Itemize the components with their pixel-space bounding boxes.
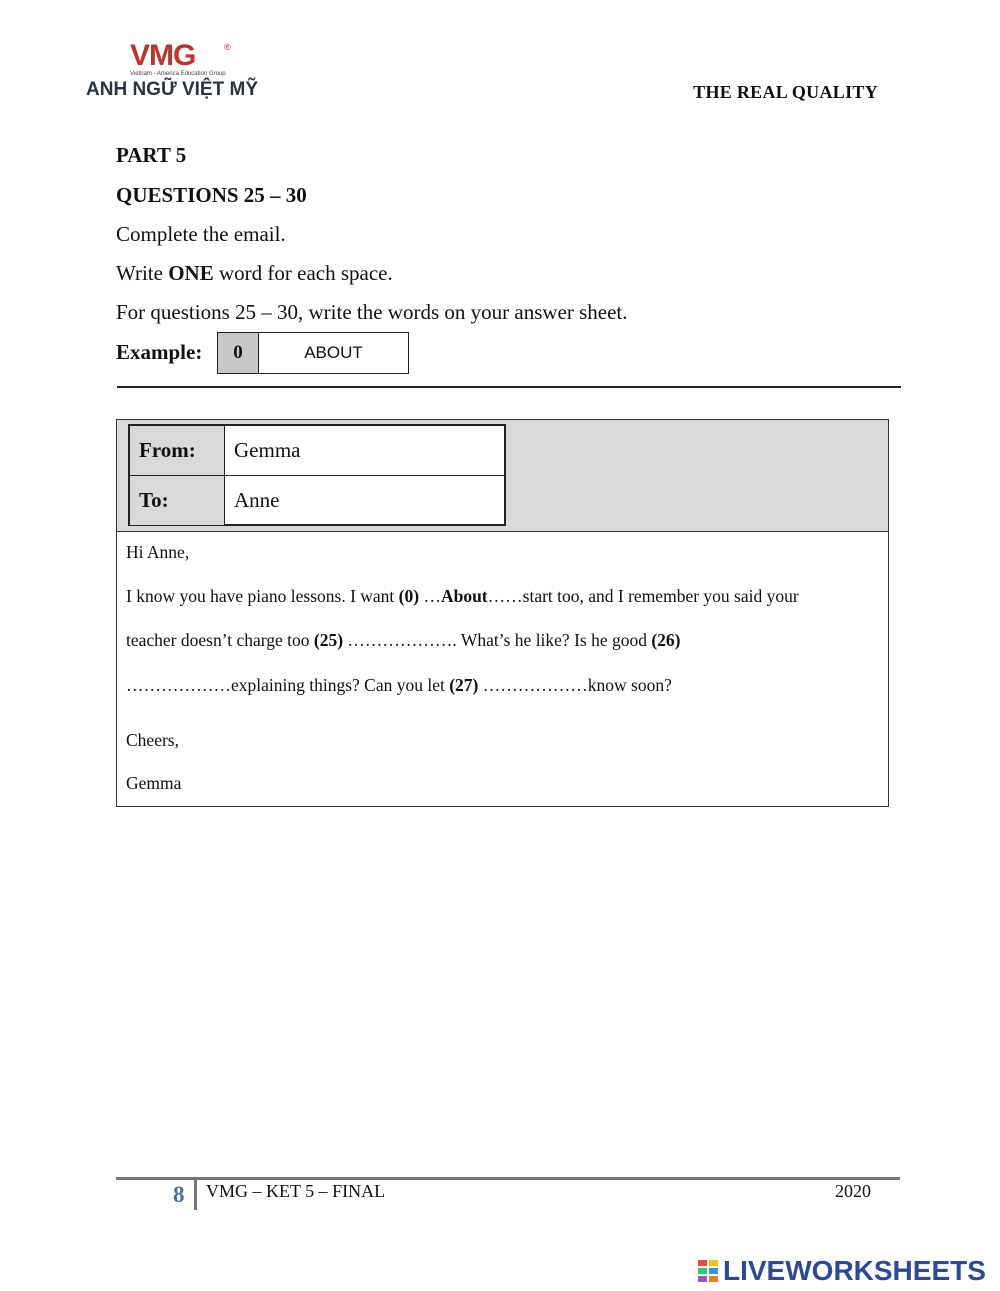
question-number: (26) <box>651 630 681 650</box>
instruction-answer-sheet: For questions 25 – 30, write the words on your answer sheet. <box>116 300 628 324</box>
body-text: … <box>419 586 441 606</box>
email-card <box>116 419 889 807</box>
email-body-line <box>126 630 681 651</box>
example-number: 0 <box>218 333 259 373</box>
email-signature: Gemma <box>126 773 182 793</box>
questions-heading: QUESTIONS 25 – 30 <box>116 183 307 207</box>
logo-tile <box>697 1275 708 1283</box>
email-header <box>117 420 888 532</box>
body-text: ………………explaining things? Can you let <box>126 675 450 695</box>
body-text: teacher doesn’t charge too <box>126 630 314 650</box>
to-label: To: <box>130 476 225 525</box>
footer-divider <box>116 1177 900 1180</box>
logo-tile <box>708 1259 719 1267</box>
example-answer: ABOUT <box>304 343 363 362</box>
question-number: (0) <box>398 586 420 606</box>
email-greeting: Hi Anne, <box>126 542 190 562</box>
from-row <box>130 426 504 476</box>
part-heading: PART 5 <box>116 143 187 167</box>
to-value: Anne <box>234 488 280 512</box>
logo-tile <box>697 1267 708 1275</box>
body-text: I know you have piano lessons. I want <box>126 586 399 606</box>
logo-tile <box>697 1259 708 1267</box>
example-gap-answer: About <box>440 586 488 606</box>
body-text: ………………know soon? <box>478 675 672 695</box>
logo-brand: VMG <box>130 39 196 72</box>
instruction-text: word for each space. <box>213 261 393 285</box>
page-number: 8 <box>173 1182 185 1207</box>
instruction-complete: Complete the email. <box>116 222 286 246</box>
email-body-line <box>126 675 672 696</box>
footer-year: 2020 <box>835 1181 871 1201</box>
vmg-logo <box>86 40 276 104</box>
email-header-table <box>128 424 506 526</box>
from-value: Gemma <box>234 438 301 462</box>
logo-tile <box>708 1275 719 1283</box>
logo-subtitle: Vietnam - America Education Group <box>130 71 226 77</box>
body-text: ……start too, and I remember you said your <box>487 586 799 606</box>
liveworksheets-logo-icon <box>697 1259 719 1283</box>
logo-registered-mark: ® <box>224 42 231 52</box>
email-closing: Cheers, <box>126 730 179 750</box>
liveworksheets-watermark <box>697 1254 986 1288</box>
liveworksheets-text: LIVEWORKSHEETS <box>723 1255 986 1286</box>
email-body-line <box>126 586 799 607</box>
from-label: From: <box>130 426 225 475</box>
logo-name: ANH NGỮ VIỆT MỸ <box>86 79 258 100</box>
header-tagline: THE REAL QUALITY <box>693 82 878 102</box>
instruction-text: Write <box>116 261 169 285</box>
question-number: (25) <box>313 630 344 650</box>
example-box <box>217 332 409 374</box>
footer-title: VMG – KET 5 – FINAL <box>206 1181 386 1201</box>
footer-separator <box>194 1180 197 1210</box>
logo-tile <box>708 1267 719 1275</box>
instruction-emphasis: ONE <box>168 261 214 285</box>
question-number: (27) <box>449 675 479 695</box>
to-row <box>130 476 504 525</box>
divider <box>117 386 901 388</box>
instruction-write-one <box>116 261 393 286</box>
example-label: Example: <box>116 340 203 364</box>
body-text: ………………. What’s he like? Is he good <box>343 630 652 650</box>
